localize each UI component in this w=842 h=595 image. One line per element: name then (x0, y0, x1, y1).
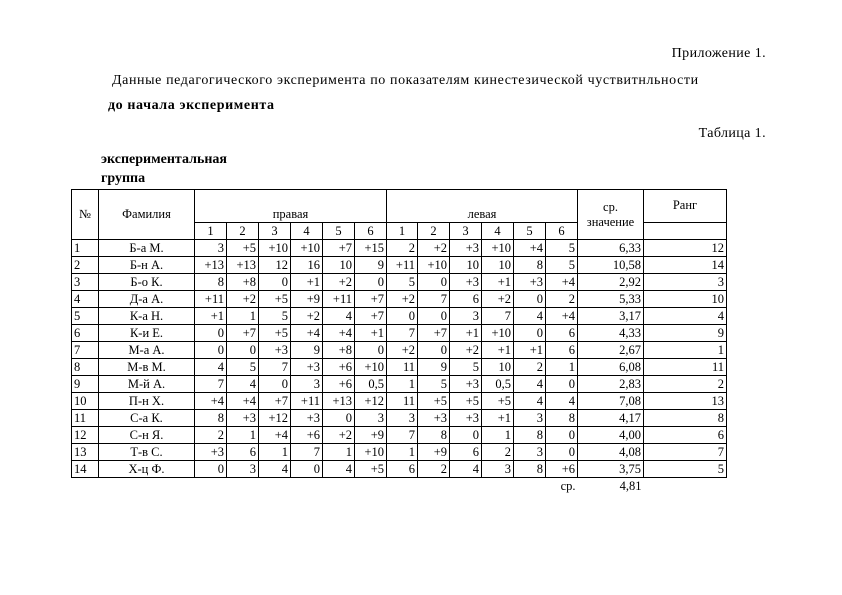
row-right-value: +11 (195, 291, 227, 308)
row-avg: 2,67 (578, 342, 644, 359)
row-left-value: 2 (418, 461, 450, 478)
row-avg: 10,58 (578, 257, 644, 274)
row-avg: 4,33 (578, 325, 644, 342)
row-avg: 2,92 (578, 274, 644, 291)
row-avg: 6,33 (578, 240, 644, 257)
row-name: Т-в С. (99, 444, 195, 461)
row-left-value: +5 (450, 393, 482, 410)
row-left-value: 3 (514, 410, 546, 427)
row-right-value: 0,5 (355, 376, 387, 393)
row-right-value: 4 (227, 376, 259, 393)
experiment-table (71, 189, 727, 494)
row-left-value: 0 (514, 325, 546, 342)
header-rank: Ранг (644, 190, 727, 223)
row-left-value: +1 (482, 342, 514, 359)
table-row (72, 393, 727, 410)
row-left-value: +3 (450, 376, 482, 393)
row-no: 2 (72, 257, 99, 274)
row-right-value: +15 (355, 240, 387, 257)
row-right-value: +11 (323, 291, 355, 308)
row-rank: 14 (644, 257, 727, 274)
row-left-value: 4 (514, 393, 546, 410)
row-right-value: 16 (291, 257, 323, 274)
row-no: 11 (72, 410, 99, 427)
row-no: 8 (72, 359, 99, 376)
row-right-value: +6 (323, 376, 355, 393)
row-no: 9 (72, 376, 99, 393)
row-right-value: 1 (259, 444, 291, 461)
row-left-value: 0 (514, 291, 546, 308)
row-left-value: 5 (450, 359, 482, 376)
footer-row (72, 478, 727, 495)
subheader-left-5: 5 (514, 223, 546, 240)
row-left-value: 8 (514, 427, 546, 444)
row-left-value: 4 (450, 461, 482, 478)
row-left-value: 3 (450, 308, 482, 325)
row-left-value: +1 (450, 325, 482, 342)
row-right-value: 5 (259, 308, 291, 325)
row-left-value: +6 (546, 461, 578, 478)
row-right-value: +5 (259, 291, 291, 308)
row-right-value: +8 (227, 274, 259, 291)
row-rank: 7 (644, 444, 727, 461)
row-left-value: 1 (387, 444, 418, 461)
row-left-value: +5 (482, 393, 514, 410)
row-right-value: 0 (195, 325, 227, 342)
row-left-value: 0 (387, 308, 418, 325)
subheader-right-5: 5 (323, 223, 355, 240)
row-rank: 2 (644, 376, 727, 393)
row-left-value: +1 (482, 410, 514, 427)
row-right-value: +7 (355, 291, 387, 308)
subheader-left-2: 2 (418, 223, 450, 240)
row-right-value: +3 (291, 410, 323, 427)
row-no: 6 (72, 325, 99, 342)
row-left-value: +9 (418, 444, 450, 461)
row-right-value: 4 (323, 461, 355, 478)
row-right-value: 12 (259, 257, 291, 274)
row-right-value: 0 (355, 274, 387, 291)
row-name: К-а Н. (99, 308, 195, 325)
row-right-value: 0 (195, 342, 227, 359)
row-left-value: 1 (387, 376, 418, 393)
row-left-value: +3 (450, 240, 482, 257)
header-avg-line2: значение (586, 214, 635, 229)
row-rank: 1 (644, 342, 727, 359)
row-left-value: 1 (482, 427, 514, 444)
row-right-value: 0 (195, 461, 227, 478)
appendix-label: Приложение 1. (671, 46, 766, 61)
subheader-right-3: 3 (259, 223, 291, 240)
row-left-value: 8 (418, 427, 450, 444)
row-right-value: 4 (259, 461, 291, 478)
row-right-value: +13 (323, 393, 355, 410)
row-no: 14 (72, 461, 99, 478)
row-left-value: 6 (450, 291, 482, 308)
row-right-value: 0 (227, 342, 259, 359)
row-left-value: +2 (450, 342, 482, 359)
row-left-value: 4 (546, 393, 578, 410)
row-avg: 4,17 (578, 410, 644, 427)
row-right-value: +10 (355, 359, 387, 376)
row-right-value: +3 (259, 342, 291, 359)
row-left-value: 0 (418, 342, 450, 359)
table-label: Таблица 1. (698, 126, 766, 141)
row-left-value: 7 (387, 325, 418, 342)
row-right-value: +9 (291, 291, 323, 308)
row-right-value: 9 (291, 342, 323, 359)
subheader-left-3: 3 (450, 223, 482, 240)
row-name: К-и Е. (99, 325, 195, 342)
row-left-value: 3 (514, 444, 546, 461)
row-left-value: 7 (482, 308, 514, 325)
subheader-left-6: 6 (546, 223, 578, 240)
row-left-value: 8 (514, 257, 546, 274)
row-no: 4 (72, 291, 99, 308)
row-left-value: 2 (387, 240, 418, 257)
group-label-line2: группа (101, 171, 146, 186)
footer-spacer (72, 478, 546, 495)
row-right-value: 8 (195, 274, 227, 291)
row-left-value: 10 (450, 257, 482, 274)
table-row (72, 274, 727, 291)
table-row (72, 376, 727, 393)
table-row (72, 427, 727, 444)
row-left-value: +2 (418, 240, 450, 257)
row-avg: 2,83 (578, 376, 644, 393)
table-row (72, 410, 727, 427)
row-right-value: 7 (291, 444, 323, 461)
header-no: № (72, 190, 99, 240)
row-right-value: +10 (355, 444, 387, 461)
row-right-value: 2 (195, 427, 227, 444)
row-right-value: +13 (227, 257, 259, 274)
header-right: правая (195, 190, 387, 223)
row-right-value: +2 (291, 308, 323, 325)
row-right-value: +5 (355, 461, 387, 478)
row-right-value: 10 (323, 257, 355, 274)
row-right-value: +4 (195, 393, 227, 410)
row-right-value: +4 (259, 427, 291, 444)
row-left-value: 0 (418, 308, 450, 325)
row-left-value: 5 (546, 240, 578, 257)
subheader-right-4: 4 (291, 223, 323, 240)
row-right-value: 3 (195, 240, 227, 257)
row-right-value: +2 (323, 274, 355, 291)
row-name: С-н Я. (99, 427, 195, 444)
row-left-value: +3 (514, 274, 546, 291)
row-right-value: +12 (355, 393, 387, 410)
group-label-line1: экспериментальная (101, 152, 227, 167)
row-left-value: +10 (482, 325, 514, 342)
row-left-value: 2 (482, 444, 514, 461)
row-right-value: 7 (259, 359, 291, 376)
row-right-value: 3 (227, 461, 259, 478)
row-right-value: 1 (227, 308, 259, 325)
row-rank: 9 (644, 325, 727, 342)
row-name: С-а К. (99, 410, 195, 427)
subheader-right-2: 2 (227, 223, 259, 240)
row-left-value: +10 (418, 257, 450, 274)
row-right-value: +4 (227, 393, 259, 410)
row-right-value: +2 (227, 291, 259, 308)
row-right-value: +5 (227, 240, 259, 257)
row-left-value: 11 (387, 393, 418, 410)
row-no: 13 (72, 444, 99, 461)
row-left-value: +4 (546, 308, 578, 325)
row-name: Б-а М. (99, 240, 195, 257)
row-left-value: 5 (546, 257, 578, 274)
row-left-value: 8 (514, 461, 546, 478)
row-avg: 4,00 (578, 427, 644, 444)
row-right-value: 4 (195, 359, 227, 376)
table-row (72, 291, 727, 308)
header-avg-line1: ср. (603, 199, 618, 214)
row-left-value: +4 (546, 274, 578, 291)
row-left-value: 0 (546, 444, 578, 461)
subheader-left-1: 1 (387, 223, 418, 240)
table-row (72, 342, 727, 359)
row-rank: 4 (644, 308, 727, 325)
subheader-left-4: 4 (482, 223, 514, 240)
row-right-value: +1 (355, 325, 387, 342)
row-left-value: +3 (450, 410, 482, 427)
row-right-value: +4 (323, 325, 355, 342)
row-right-value: +7 (227, 325, 259, 342)
row-left-value: 0,5 (482, 376, 514, 393)
row-right-value: +8 (323, 342, 355, 359)
row-right-value: +7 (259, 393, 291, 410)
row-no: 7 (72, 342, 99, 359)
row-name: Б-о К. (99, 274, 195, 291)
row-left-value: 10 (482, 257, 514, 274)
row-right-value: 3 (291, 376, 323, 393)
table-row (72, 257, 727, 274)
row-right-value: +10 (259, 240, 291, 257)
row-left-value: 6 (450, 444, 482, 461)
row-left-value: 11 (387, 359, 418, 376)
document-title: Данные педагогического эксперимента по показателям кинестезической чуствитнльности (112, 73, 699, 88)
header-avg (578, 190, 644, 240)
row-right-value: 6 (227, 444, 259, 461)
row-name: Х-ц Ф. (99, 461, 195, 478)
row-left-value: 3 (387, 410, 418, 427)
row-right-value: +10 (291, 240, 323, 257)
row-left-value: 4 (514, 308, 546, 325)
row-left-value: +11 (387, 257, 418, 274)
row-right-value: 8 (195, 410, 227, 427)
row-left-value: 0 (546, 427, 578, 444)
row-right-value: +1 (195, 308, 227, 325)
row-avg: 3,75 (578, 461, 644, 478)
row-left-value: 6 (546, 325, 578, 342)
row-name: П-н Х. (99, 393, 195, 410)
table-row (72, 240, 727, 257)
table-row (72, 308, 727, 325)
row-no: 1 (72, 240, 99, 257)
row-left-value: 6 (387, 461, 418, 478)
row-right-value: 9 (355, 257, 387, 274)
table-row (72, 359, 727, 376)
row-left-value: +1 (514, 342, 546, 359)
footer-avg-value: 4,81 (619, 478, 642, 493)
row-left-value: 6 (546, 342, 578, 359)
row-avg: 6,08 (578, 359, 644, 376)
row-left-value: +3 (450, 274, 482, 291)
row-rank: 12 (644, 240, 727, 257)
row-left-value: 1 (546, 359, 578, 376)
header-name: Фамилия (99, 190, 195, 240)
row-right-value: +3 (291, 359, 323, 376)
row-right-value: +12 (259, 410, 291, 427)
row-left-value: 2 (546, 291, 578, 308)
row-right-value: +6 (323, 359, 355, 376)
row-left-value: 4 (514, 376, 546, 393)
row-right-value: 0 (323, 410, 355, 427)
row-right-value: +7 (355, 308, 387, 325)
row-left-value: +7 (418, 325, 450, 342)
row-rank: 5 (644, 461, 727, 478)
row-left-value: +10 (482, 240, 514, 257)
row-rank: 11 (644, 359, 727, 376)
row-right-value: +13 (195, 257, 227, 274)
subheader-right-6: 6 (355, 223, 387, 240)
row-left-value: +2 (482, 291, 514, 308)
row-right-value: +7 (323, 240, 355, 257)
row-right-value: 0 (259, 274, 291, 291)
row-right-value: 5 (227, 359, 259, 376)
row-left-value: +2 (387, 342, 418, 359)
row-left-value: +5 (418, 393, 450, 410)
row-left-value: 0 (546, 376, 578, 393)
row-left-value: +1 (482, 274, 514, 291)
row-avg: 3,17 (578, 308, 644, 325)
row-avg: 4,08 (578, 444, 644, 461)
row-left-value: 5 (418, 376, 450, 393)
row-no: 3 (72, 274, 99, 291)
table-row (72, 461, 727, 478)
row-name: Д-а А. (99, 291, 195, 308)
row-right-value: +11 (291, 393, 323, 410)
row-right-value: +3 (227, 410, 259, 427)
row-no: 5 (72, 308, 99, 325)
row-name: М-й А. (99, 376, 195, 393)
row-left-value: 0 (450, 427, 482, 444)
row-right-value: 1 (227, 427, 259, 444)
row-no: 12 (72, 427, 99, 444)
row-left-value: +2 (387, 291, 418, 308)
row-right-value: +6 (291, 427, 323, 444)
row-left-value: 8 (546, 410, 578, 427)
row-no: 10 (72, 393, 99, 410)
footer-rank-spacer (644, 478, 727, 495)
subheader-right-1: 1 (195, 223, 227, 240)
row-right-value: 0 (355, 342, 387, 359)
row-left-value: 10 (482, 359, 514, 376)
row-right-value: +1 (291, 274, 323, 291)
row-right-value: 0 (259, 376, 291, 393)
row-left-value: 5 (387, 274, 418, 291)
row-right-value: +3 (195, 444, 227, 461)
row-left-value: +4 (514, 240, 546, 257)
row-right-value: +4 (291, 325, 323, 342)
row-left-value: 3 (482, 461, 514, 478)
row-right-value: 3 (355, 410, 387, 427)
row-right-value: 1 (323, 444, 355, 461)
row-left-value: 2 (514, 359, 546, 376)
row-rank: 10 (644, 291, 727, 308)
row-left-value: 7 (418, 291, 450, 308)
row-avg: 7,08 (578, 393, 644, 410)
row-left-value: 0 (418, 274, 450, 291)
row-right-value: 4 (323, 308, 355, 325)
table-row (72, 325, 727, 342)
row-right-value: +9 (355, 427, 387, 444)
header-left: левая (387, 190, 578, 223)
row-left-value: 7 (387, 427, 418, 444)
row-left-value: +3 (418, 410, 450, 427)
row-right-value: +5 (259, 325, 291, 342)
subheader-rank-empty (644, 223, 727, 240)
row-rank: 8 (644, 410, 727, 427)
row-rank: 6 (644, 427, 727, 444)
footer-avg-label: ср. (560, 478, 576, 493)
document-subtitle: до начала эксперимента (108, 98, 275, 113)
row-name: М-в М. (99, 359, 195, 376)
row-rank: 3 (644, 274, 727, 291)
table-row (72, 444, 727, 461)
row-name: Б-н А. (99, 257, 195, 274)
row-right-value: 7 (195, 376, 227, 393)
row-right-value: +2 (323, 427, 355, 444)
row-rank: 13 (644, 393, 727, 410)
row-avg: 5,33 (578, 291, 644, 308)
group-label (101, 150, 227, 188)
row-left-value: 9 (418, 359, 450, 376)
row-name: М-а А. (99, 342, 195, 359)
row-right-value: 0 (291, 461, 323, 478)
